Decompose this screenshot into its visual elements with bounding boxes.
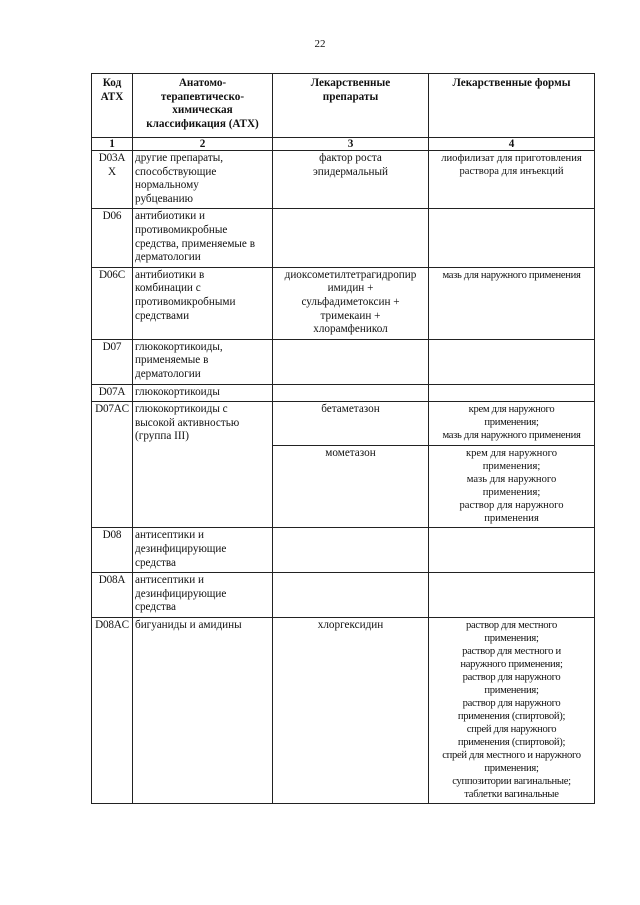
text-line: рубцеванию: [135, 192, 193, 205]
column-number-row: [92, 138, 595, 151]
text-line: раствор для наружного: [462, 697, 561, 709]
text-line: средства: [135, 556, 177, 569]
atx-code: [92, 617, 133, 803]
text-line: противомикробными: [135, 295, 236, 308]
text-line: применения;: [482, 487, 541, 499]
text-line: применения (спиртовой);: [457, 736, 566, 748]
text-line: тримекаин +: [320, 309, 381, 322]
atx-code: [92, 151, 133, 209]
text-line: мазь для наружного применения: [442, 269, 581, 281]
atx-classification: [133, 384, 273, 402]
atx-code: [92, 573, 133, 618]
text-line: спрей для наружного: [466, 723, 557, 735]
atx-code: [92, 446, 133, 528]
drug-name: [273, 617, 429, 803]
table-row: [92, 151, 595, 209]
dosage-forms: [429, 384, 595, 402]
dosage-forms: [429, 151, 595, 209]
text-line: глюкокортикоиды: [135, 385, 220, 398]
text-line: Лекарственные формы: [452, 77, 571, 89]
text-line: наружного применения;: [460, 658, 563, 670]
text-line: другие препараты,: [135, 152, 224, 164]
text-line: применения;: [484, 417, 539, 429]
text-line: способствующие: [135, 165, 217, 178]
header-row: [92, 74, 595, 138]
text-line: D07A: [98, 385, 126, 398]
table-row: [92, 339, 595, 384]
text-line: хлоргексидин: [317, 618, 384, 631]
text-line: D03A: [98, 152, 126, 164]
drug-name: [273, 446, 429, 528]
text-line: мазь для наружного: [466, 474, 557, 486]
text-line: раствор для местного: [465, 619, 558, 631]
text-line: антибиотики в: [135, 268, 205, 281]
drug-name: [273, 151, 429, 209]
text-line: применения;: [484, 684, 539, 696]
text-line: суппозитории вагинальные;: [452, 775, 571, 787]
text-line: таблетки вагинальные: [464, 788, 559, 800]
atx-classification: [133, 339, 273, 384]
text-line: эпидермальный: [312, 165, 389, 178]
atx-classification: [133, 446, 273, 528]
text-line: применения;: [484, 632, 539, 644]
text-line: нормальному: [135, 179, 199, 192]
text-line: раствор для наружного: [459, 500, 564, 512]
text-line: имидин +: [327, 282, 374, 295]
page-number: 22: [314, 38, 326, 50]
drug-name: [273, 573, 429, 618]
column-number: 1: [92, 138, 133, 151]
text-line: применения;: [484, 762, 539, 774]
table-row: [92, 573, 595, 618]
text-line: классификация (АТХ): [146, 117, 259, 130]
text-line: антисептики и: [135, 529, 204, 542]
text-line: антисептики и: [135, 574, 204, 587]
header-code: [92, 74, 133, 138]
text-line: мазь для наружного применения: [442, 430, 581, 442]
text-line: Лекарственные: [310, 77, 391, 89]
text-line: антибиотики и: [135, 210, 206, 223]
text-line: глюкокортикоиды с: [135, 403, 228, 416]
text-line: крем для наружного: [468, 404, 555, 416]
dosage-forms: [429, 446, 595, 528]
header-drugs: [273, 74, 429, 138]
text-line: раствора для инъекций: [459, 166, 564, 177]
text-line: D08A: [98, 574, 126, 587]
table-row: [92, 402, 595, 446]
text-line: крем для наружного: [465, 448, 558, 460]
dosage-forms: [429, 209, 595, 267]
text-line: сульфадиметоксин +: [301, 295, 400, 308]
drug-name: [273, 402, 429, 446]
text-line: дезинфицирующие: [135, 587, 227, 600]
text-line: D06: [102, 210, 122, 223]
text-line: дерматологии: [135, 251, 201, 264]
text-line: спрей для местного и наружного: [442, 749, 581, 761]
text-line: диоксометилтетрагидропир: [284, 268, 417, 281]
header-classification: [133, 74, 273, 138]
text-line: высокой активностью: [135, 416, 240, 429]
text-line: раствор для наружного: [462, 671, 561, 683]
text-line: (группа III): [135, 430, 189, 443]
text-line: средства, применяемые в: [135, 237, 255, 250]
atx-classification: [133, 573, 273, 618]
atx-classification: [133, 267, 273, 339]
table-row: [92, 267, 595, 339]
atx-classification: [133, 402, 273, 446]
table-row: [92, 384, 595, 402]
text-line: раствор для местного и: [462, 645, 561, 657]
atx-classification: [133, 209, 273, 267]
atx-table: [91, 73, 595, 804]
text-line: D08AC: [95, 618, 129, 631]
text-line: дезинфицирующие: [135, 542, 227, 555]
text-line: АТХ: [100, 90, 124, 103]
text-line: бигуаниды и амидины: [135, 618, 242, 631]
text-line: мометазон: [325, 447, 376, 460]
dosage-forms: [429, 267, 595, 339]
text-line: Код: [102, 77, 122, 89]
text-line: противомикробные: [135, 223, 228, 236]
atx-code: [92, 339, 133, 384]
atx-code: [92, 528, 133, 573]
text-line: D07: [102, 340, 122, 353]
atx-classification: [133, 528, 273, 573]
dosage-forms: [429, 339, 595, 384]
atx-code: [92, 209, 133, 267]
table-row: [92, 617, 595, 803]
text-line: химическая: [172, 104, 233, 117]
atx-code: [92, 384, 133, 402]
text-line: Анатомо-: [178, 77, 227, 89]
text-line: хлорамфеникол: [313, 323, 388, 336]
atx-classification: [133, 151, 273, 209]
table-row: [92, 446, 595, 528]
drug-name: [273, 384, 429, 402]
column-number: 2: [133, 138, 273, 151]
text-line: комбинации с: [135, 282, 201, 295]
header-forms: [429, 74, 595, 138]
drug-name: [273, 528, 429, 573]
text-line: терапевтическо-: [160, 90, 245, 103]
text-line: лиофилизат для приготовления: [441, 153, 582, 164]
text-line: D07AC: [95, 403, 129, 416]
text-line: препараты: [322, 90, 379, 103]
table-row: [92, 209, 595, 267]
atx-code: [92, 402, 133, 446]
atx-classification: [133, 617, 273, 803]
text-line: применения: [484, 513, 539, 525]
text-line: применяемые в: [135, 354, 209, 367]
text-line: применения (спиртовой);: [457, 710, 566, 722]
text-line: бетаметазон: [321, 403, 380, 416]
text-line: средства: [135, 601, 177, 614]
text-line: D08: [102, 529, 122, 542]
dosage-forms: [429, 617, 595, 803]
text-line: средствами: [135, 309, 190, 322]
drug-name: [273, 339, 429, 384]
text-line: глюкокортикоиды,: [135, 340, 223, 353]
dosage-forms: [429, 528, 595, 573]
text-line: фактор роста: [319, 152, 382, 164]
drug-name: [273, 267, 429, 339]
atx-code: [92, 267, 133, 339]
text-line: дерматологии: [135, 367, 201, 380]
column-number: 4: [429, 138, 595, 151]
text-line: применения;: [482, 461, 541, 473]
drug-name: [273, 209, 429, 267]
table-row: [92, 528, 595, 573]
text-line: X: [108, 165, 116, 178]
dosage-forms: [429, 573, 595, 618]
dosage-forms: [429, 402, 595, 446]
text-line: D06C: [99, 268, 125, 281]
column-number: 3: [273, 138, 429, 151]
